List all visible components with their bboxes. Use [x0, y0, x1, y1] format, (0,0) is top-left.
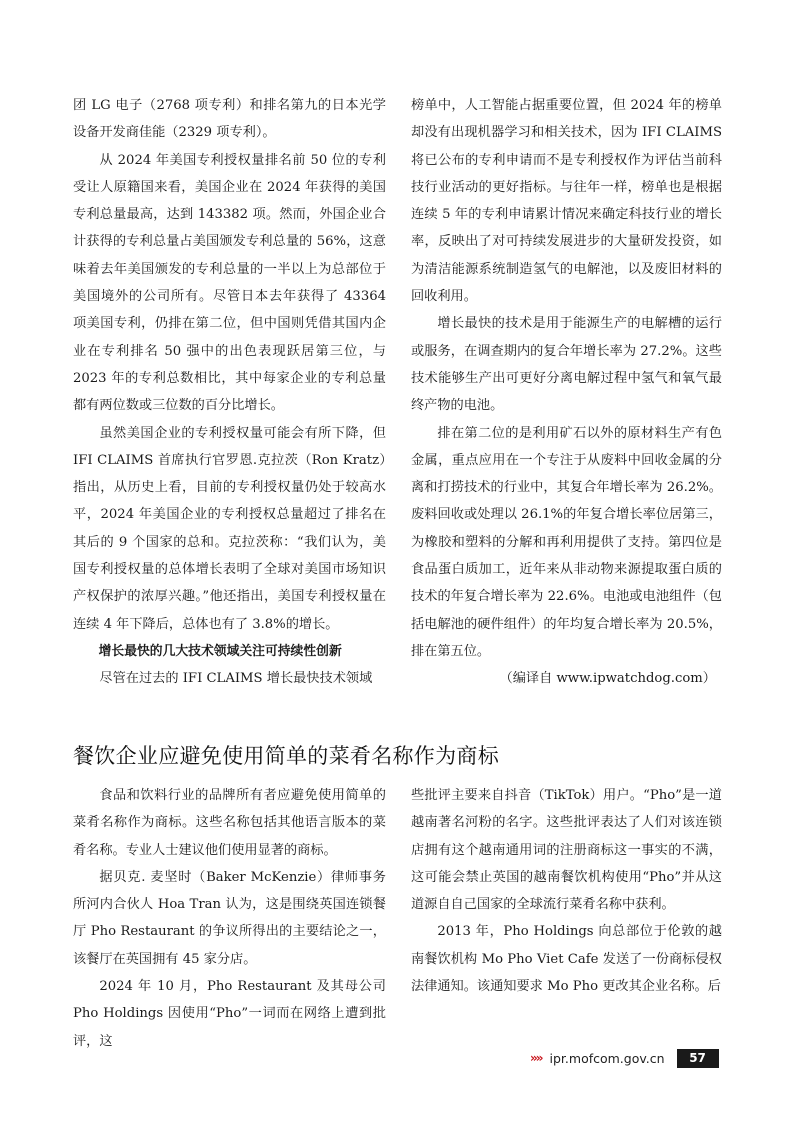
paragraph: 榜单中，人工智能占据重要位置，但 2024 年的榜单却没有出现机器学习和相关技术，因为 IFI CLAIMS 将已公布的专利申请而不是专利授权作为评估当前科技行业活动的更好指标。与往年一样，榜单也是根据连续 5 年的专利申请累计情况来确定科技行业的增长率，反映出了对可持续发展进步的大量研发投资，如为清洁能源系统制造氢气的电解池，以及废旧材料的回收利用。: [411, 98, 722, 305]
paragraph: 尽管在过去的 IFI CLAIMS 增长最快技术领域: [99, 671, 373, 687]
paragraph: 增长最快的技术是用于能源生产的电解槽的运行或服务，在调查期内的复合年增长率为 27.2%。这些技术能够生产出可更好分离电解过程中氢气和氧气最终产物的电池。: [411, 316, 722, 414]
bottom-left-column: [73, 782, 386, 1055]
top-left-column: [73, 92, 386, 693]
paragraph: 从 2024 年美国专利授权量排名前 50 位的专利受让人原籍国来看，美国企业在 2024 年获得的美国专利总量最高，达到 143382 项。然而，外国企业合计获得的专利总量占美国颁发专利总量的 56%，这意味着去年美国颁发的专利总量的一半以上为总部位于美国境外的公司所有。尽管日本去年获得了 43364 项美国专利，仍排在第二位，但中国则凭借其国内企业在专利排名 50 强中的出色表现跃居第三位，与 2023 年的专利总数相比，其中每家企业的专利总量都有两位数或三位数的百分比增长。: [73, 152, 386, 414]
page-footer: [530, 1048, 719, 1068]
page-number: 57: [677, 1049, 719, 1068]
bottom-right-column: [411, 782, 722, 1000]
paragraph: 排在第二位的是利用矿石以外的原材料生产有色金属，重点应用在一个专注于从废料中回收金属的分离和打捞技术的行业中，其复合年增长率为 26.2%。废料回收或处理以 26.1%的年复合增长率位居第三，为橡胶和塑料的分解和再利用提供了支持。第四位是食品蛋白质加工，近年来从非动物来源提取蛋白质的技术的年复合增长率为 22.6%。电池或电池组件（包括电解池的硬件组件）的年均复合增长率为 20.5%，排在第五位。: [411, 425, 722, 659]
paragraph: 2024 年 10 月，Pho Restaurant 及其母公司 Pho Holdings 因使用“Pho”一词而在网络上遭到批评，这: [73, 979, 386, 1049]
paragraph: 些批评主要来自抖音（TikTok）用户。“Pho”是一道越南著名河粉的名字。这些批评表达了人们对该连锁店拥有这个越南通用词的注册商标这一事实的不满，这可能会禁止英国的越南餐饮机构使用“Pho”并从这道源自自己国家的全球流行菜肴名称中获利。: [411, 788, 722, 913]
footer-website: ipr.mofcom.gov.cn: [549, 1050, 665, 1066]
paragraph: 虽然美国企业的专利授权量可能会有所下降，但 IFI CLAIMS 首席执行官罗恩.克拉茨（Ron Kratz）指出，从历史上看，目前的专利授权量仍处于较高水平，2024 年美国企业的专利授权总量超过了排名在其后的 9 个国家的总和。克拉茨称：“我们认为，美国专利授权量的总体增长表明了全球对美国市场知识产权保护的浓厚兴趣。”他还指出，美国专利授权量在连续 4 年下降后，总体也有了 3.8%的增长。: [73, 425, 386, 632]
double-chevron-right-icon: »»: [530, 1051, 542, 1065]
paragraph: 2013 年，Pho Holdings 向总部位于伦敦的越南餐饮机构 Mo Pho Viet Cafe 发送了一份商标侵权法律通知。该通知要求 Mo Pho 更改其企业名称。后: [411, 924, 722, 995]
paragraph: 据贝克. 麦坚时（Baker McKenzie）律师事务所河内合伙人 Hoa Tran 认为，这是围绕英国连锁餐厅 Pho Restaurant 的争议所得出的主要结论之一，该餐厅在英国拥有 45 家分店。: [73, 869, 386, 967]
section-subheading: 增长最快的几大技术领域关注可持续性创新: [98, 643, 342, 659]
paragraph: 团 LG 电子（2768 项专利）和排名第九的日本光学设备开发商佳能（2329 项专利）。: [73, 98, 386, 141]
paragraph: 食品和饮料行业的品牌所有者应避免使用简单的菜肴名称作为商标。这些名称包括其他语言版本的菜肴名称。专业人士建议他们使用显著的商标。: [73, 788, 386, 858]
source-credit: （编译自 www.ipwatchdog.com）: [499, 671, 716, 687]
top-right-column: [411, 92, 722, 693]
article-title: 餐饮企业应避免使用简单的菜肴名称作为商标: [73, 744, 499, 768]
